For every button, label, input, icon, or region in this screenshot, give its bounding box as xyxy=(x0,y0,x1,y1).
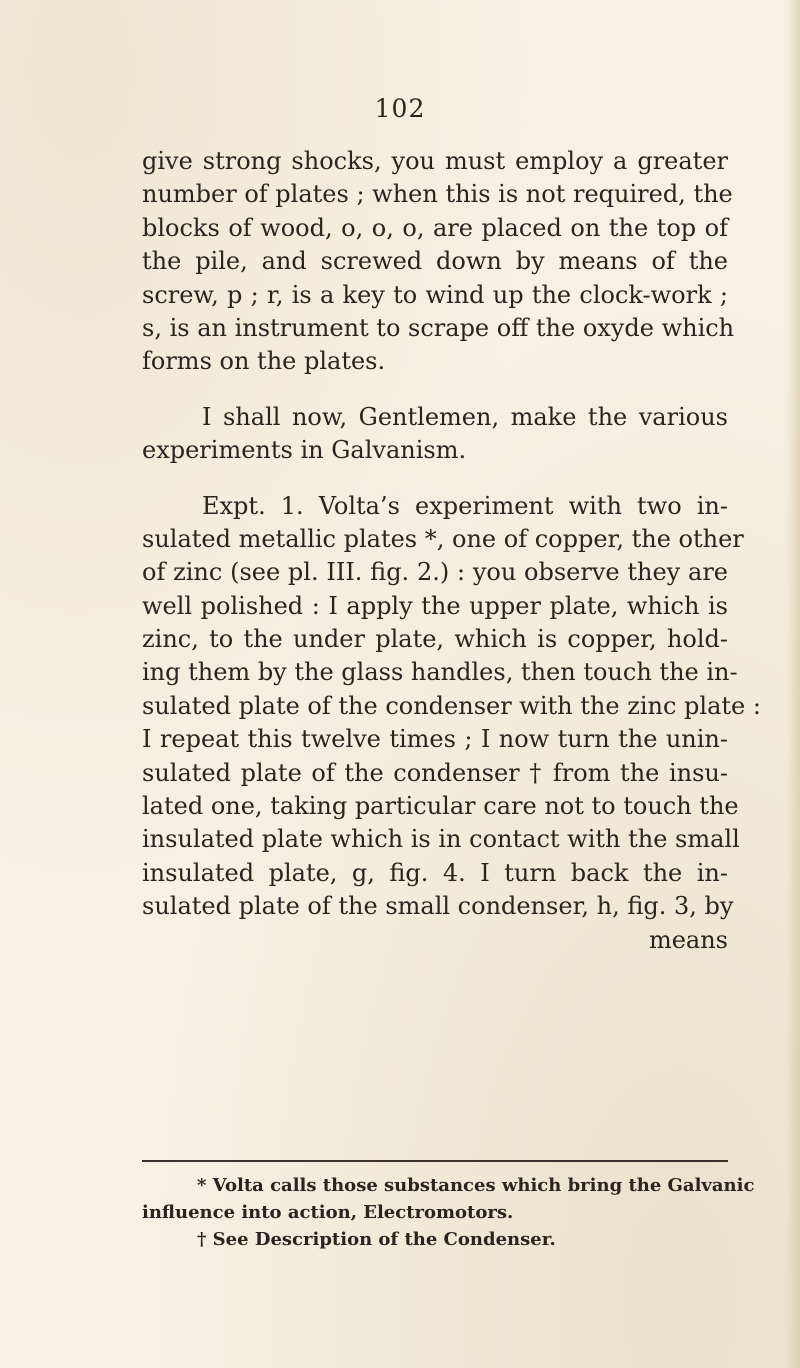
text-line: well polished : I apply the upper plate, which is xyxy=(142,591,728,620)
text-line: I shall now, Gentlemen, make the various xyxy=(202,402,728,431)
catchword: means xyxy=(648,925,728,954)
text-line: sulated plate of the small condenser, h, fig. 3, by xyxy=(142,892,734,921)
page-number: 102 xyxy=(374,94,426,123)
text-line: of zinc (see pl. III. fig. 2.) : you observe they are xyxy=(142,558,728,587)
text-line: screw, p ; r, is a key to wind up the clock-work ; xyxy=(142,280,728,309)
footnote-line: † See Description of the Condenser. xyxy=(197,1229,556,1250)
text-line: forms on the plates. xyxy=(142,347,386,376)
text-line: experiments in Galvanism. xyxy=(142,436,467,465)
text-line: give strong shocks, you must employ a greater xyxy=(142,147,728,175)
text-line: the pile, and screwed down by means of the xyxy=(142,247,728,276)
text-line: insulated plate, g, fig. 4. I turn back the in- xyxy=(142,858,728,887)
text-line: ing them by the glass handles, then touch the in- xyxy=(142,658,738,687)
text-line: sulated plate of the condenser with the zinc plate : xyxy=(142,691,761,720)
text-line: sulated metallic plates *, one of copper, the other xyxy=(142,524,744,553)
text-line: blocks of wood, o, o, o, are placed on the top of xyxy=(142,213,728,242)
footnote-rule xyxy=(142,1160,728,1162)
footnote-line: influence into action, Electromotors. xyxy=(142,1202,514,1223)
footnote-line: * Volta calls those substances which bring the Galvanic xyxy=(197,1175,755,1196)
text-line: zinc, to the under plate, which is copper, hold- xyxy=(142,625,728,654)
page-edge-shadow xyxy=(786,0,800,1368)
text-line: insulated plate which is in contact with the small xyxy=(142,825,740,854)
text-line: lated one, taking particular care not to touch the xyxy=(142,792,739,821)
body-text xyxy=(142,145,761,957)
text-line: number of plates ; when this is not required, the xyxy=(142,180,733,209)
text-line: I repeat this twelve times ; I now turn the unin- xyxy=(142,725,728,754)
text-line: s, is an instrument to scrape off the oxyde which xyxy=(142,313,735,342)
text-line: Expt. 1. Volta’s experiment with two in- xyxy=(202,491,728,520)
text-line: sulated plate of the condenser † from the insu- xyxy=(142,758,728,787)
footnotes xyxy=(142,1172,755,1253)
